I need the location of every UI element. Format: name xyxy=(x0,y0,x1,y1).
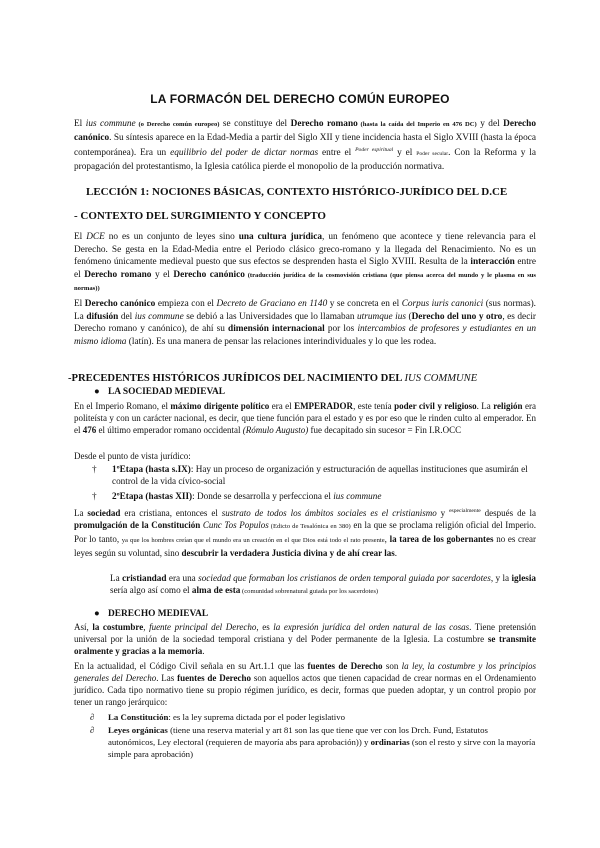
text-run: son xyxy=(382,661,402,671)
text-run: (hasta la caída del Imperio en 476 DC) xyxy=(357,121,477,128)
text-run: (Rómulo Augusto) xyxy=(242,425,309,435)
text-run: Poder secular xyxy=(416,151,449,158)
partial-icon: ∂ xyxy=(90,712,95,722)
text-run: -PRECEDENTES HISTÓRICOS JURÍDICOS DEL NACIMIENTO DEL xyxy=(68,373,405,384)
text-run: se transmite oralmente y gracias a la memoria xyxy=(74,634,536,656)
text-run: y el xyxy=(393,148,417,159)
partial-icon: ∂ xyxy=(90,725,95,735)
text-run: 2ºEtapa (hastas XII) xyxy=(112,491,193,501)
text-run: ius commune xyxy=(85,119,136,129)
text-run: difusión xyxy=(86,311,119,322)
text-run: , un fenómeno que acontece y tiene relevancia para el Derecho. Se gesta en la Edad-Media entre el Periodo clásico greco-romano y la llegada del Renacimiento. No es un fenómeno únicamente medieval puesto que sus efectos se desprenden hasta el Siglo XVIII. Resulta de la xyxy=(74,232,536,268)
intro-paragraph xyxy=(74,118,536,173)
text-run: : Donde se desarrolla y perfecciona el xyxy=(192,491,334,501)
text-run: Corpus iuris canonici xyxy=(401,299,484,309)
section-heading-precedents xyxy=(68,373,477,384)
text-run: . Tiene pretensión universal por la unión de la sociedad temporal cristiana y del Poder permanente de la Iglesia. La costumbre xyxy=(74,622,537,644)
text-run: (comunidad sobrenatural guiada por los sacerdotes) xyxy=(240,588,379,596)
text-run: era cristiana, entonces el xyxy=(120,508,222,518)
text-run: Derecho romano xyxy=(290,119,358,129)
text-run: poder civil y religioso xyxy=(394,401,477,411)
sources-paragraph xyxy=(74,660,536,708)
text-run: promulgación de la Constitución xyxy=(74,520,201,530)
stage-2-text xyxy=(112,490,536,502)
text-run: sociedad xyxy=(87,508,121,518)
text-run: ya que los hombres creían que el mundo era un creación en el que Dios está todo el rato presente xyxy=(121,537,385,544)
text-run: descubrir la verdadera Justicia divina y de ahí crear las xyxy=(181,548,395,558)
text-run: ( xyxy=(405,311,412,322)
text-run: . La xyxy=(476,401,494,411)
text-run: , xyxy=(143,622,150,632)
text-run: equilibrio del poder de dictar normas xyxy=(170,148,319,159)
text-run: era politeísta y con un carácter nacional, es decir, que tiene función para el estado y es por eso que le rinden culto al emperador. En el xyxy=(74,401,536,435)
christendom-paragraph xyxy=(110,572,536,599)
text-run: . Su síntesis aparece en la Edad-Media a partir del Siglo XII y tiene incidencia hasta el Siglo XVIII (hasta la época contemporánea). Era un xyxy=(74,132,536,159)
bullet-label: DERECHO MEDIEVAL xyxy=(108,609,209,619)
text-run: cristiandad xyxy=(122,573,167,583)
section-heading-context: - CONTEXTO DEL SURGIMIENTO Y CONCEPTO xyxy=(74,210,326,222)
text-run: . xyxy=(394,548,397,558)
text-run: (Edicto de Tesalónica en 380) xyxy=(268,523,351,530)
text-run: no es un conjunto de leyes sino xyxy=(104,232,239,242)
text-run: . Con la Reforma y la propagación del protestantismo, la Iglesia católica pierde el monopolio de la producción normativa. xyxy=(74,148,536,172)
text-run: era una xyxy=(166,573,199,583)
text-run: máximo dirigente político xyxy=(170,401,270,411)
text-run: fue decapitado sin sucesor = Fin I.R.OCC xyxy=(308,425,462,435)
text-run: : es la ley suprema dictada por el poder legislativo xyxy=(168,712,345,722)
bullet-label: LA SOCIEDAD MEDIEVAL xyxy=(108,387,226,397)
text-run: El xyxy=(74,119,86,129)
text-run: la tarea de los gobernantes xyxy=(389,534,494,544)
text-run: y se concreta en el xyxy=(327,299,402,309)
text-run: el último emperador romano occidental xyxy=(96,425,243,435)
canon-law-paragraph xyxy=(74,298,536,348)
text-run: , este tenía xyxy=(353,401,395,411)
text-run: la ley, la costumbre y los principios generales del Derecho xyxy=(74,661,536,683)
text-run: una cultura jurídica xyxy=(238,232,323,242)
text-run: fuente principal del Derecho xyxy=(149,622,257,632)
viewpoint-line: Desde el punto de vista jurídico: xyxy=(74,451,191,461)
text-run: 476 xyxy=(82,425,97,435)
text-run: En el Imperio Romano, el xyxy=(74,401,171,411)
text-run: , xyxy=(384,534,390,544)
text-run: se constituye del xyxy=(219,119,291,129)
text-run: son aquellos actos que tienen capacidad de crear normas en el Ordenamiento jurídico. Cada tipo normativo tiene su propio régimen jurídico, es decir, formas que pueden adoptar, y un control propio por tener un rango jerárquico: xyxy=(74,673,536,707)
text-run: fuentes de Derecho xyxy=(307,661,383,671)
text-run: . xyxy=(202,646,205,656)
text-run: iglesia xyxy=(511,573,536,583)
list-item-text xyxy=(108,711,536,723)
document-title: LA FORMACÓN DEL DERECHO COMÚN EUROPEO xyxy=(150,92,450,106)
bullet-icon: ● xyxy=(94,387,100,397)
text-run: sociedad que formaban los cristianos de orden temporal guiada por sacerdotes xyxy=(198,573,491,583)
text-run: la costumbre xyxy=(92,622,144,632)
text-run: . Las xyxy=(156,673,178,683)
text-run: (sus normas). La xyxy=(74,299,536,322)
text-run: del xyxy=(118,311,135,322)
text-run: Derecho canónico xyxy=(74,119,536,143)
text-run: alma de esta xyxy=(191,585,241,596)
text-run: IUS COMMUNE xyxy=(404,373,478,384)
roman-empire-paragraph xyxy=(74,400,536,436)
text-run: sustrato de todos los ámbitos sociales es el cristianismo xyxy=(221,508,437,518)
text-run: utrumque ius xyxy=(356,311,406,322)
text-run: (latín). Es una manera de pensar las relaciones interindividuales y lo que les rodea. xyxy=(126,336,437,347)
text-run: La Constitución xyxy=(108,712,169,722)
dagger-icon: † xyxy=(92,491,97,501)
text-run: , es decir Derecho romano y canónico), de ahí su xyxy=(74,311,536,335)
text-run: ordinarias xyxy=(370,737,410,747)
christian-society-paragraph xyxy=(74,505,536,559)
text-run: y xyxy=(436,508,450,518)
text-run: religión xyxy=(493,401,523,411)
lesson-heading: LECCIÓN 1: NOCIONES BÁSICAS, CONTEXTO HISTÓRICO-JURÍDICO DEL D.CE xyxy=(86,186,508,198)
text-run: empieza con el xyxy=(155,299,217,309)
text-run: la expresión jurídica del orden natural de las cosas xyxy=(273,622,470,632)
text-run: sería algo así como el xyxy=(110,585,192,596)
text-run: ius commune xyxy=(333,491,382,501)
text-run: El xyxy=(74,299,85,309)
stage-1-text xyxy=(112,463,536,488)
text-run: (tiene una reserva material y art 81 son las que tiene que ver con los Drch. Fund, Estatutos autonómicos, Ley electoral (requieren de mayoría abs para aprobación)) y xyxy=(108,725,488,747)
text-run: EMPERADOR xyxy=(294,401,354,411)
text-run: Derecho del uno y otro xyxy=(411,311,503,322)
list-item-text xyxy=(108,724,536,760)
text-run: (o Derecho común europeo) xyxy=(135,121,220,128)
text-run: entre el xyxy=(318,148,356,159)
text-run: intercambios de profesores y estudiantes en un mismo idioma xyxy=(74,324,536,347)
text-run: no es crear leyes según su voluntad, sino xyxy=(74,534,537,558)
text-run: DCE xyxy=(86,232,105,242)
text-run: entre el xyxy=(74,257,536,280)
text-run: En la actualidad, el Código Civil señala en su Art.1.1 que las xyxy=(74,661,308,671)
text-run: era el xyxy=(269,401,295,411)
text-run: dimensión internacional xyxy=(228,324,325,335)
text-run: y del xyxy=(476,119,504,129)
stage-1-item xyxy=(92,463,536,489)
text-run: , es xyxy=(256,622,274,632)
text-run: Leyes orgánicas xyxy=(108,725,168,735)
custom-paragraph xyxy=(74,621,536,657)
text-run: 1ºEtapa (hasta s.IX) xyxy=(112,464,191,474)
text-run: (traducción jurídica de la cosmovisión cristiana (que piensa acerca del mundo y le plasma en sus normas)) xyxy=(74,271,536,293)
text-run: Derecho canónico xyxy=(173,269,245,280)
text-run: Derecho canónico xyxy=(84,299,156,309)
text-run: fuentes de Derecho xyxy=(177,673,252,683)
bullet-medieval-society xyxy=(94,387,225,397)
text-run: interacción xyxy=(470,257,515,268)
text-run: ius commune xyxy=(134,311,184,322)
text-run: La xyxy=(110,573,123,583)
context-paragraph xyxy=(74,231,536,296)
text-run: Derecho romano xyxy=(84,269,152,280)
text-run: por los xyxy=(324,324,358,335)
dagger-icon: † xyxy=(92,464,97,474)
text-run: Decreto de Graciano en 1140 xyxy=(216,299,328,309)
text-run: El xyxy=(74,232,87,242)
text-run: especialmente xyxy=(449,508,481,514)
text-run: , y la xyxy=(490,573,512,583)
text-run: y el xyxy=(151,269,174,280)
bullet-medieval-law xyxy=(94,609,208,619)
text-run: : Hay un proceso de organización y estructuración de aquellas instituciones que asumirán el control de la vida cívico-social xyxy=(112,464,528,487)
bullet-icon: ● xyxy=(94,609,100,619)
text-run: en la que se proclama religión oficial del Imperio. Por lo tanto, xyxy=(74,520,536,544)
text-run: Así, xyxy=(74,622,93,632)
text-run: La xyxy=(74,508,88,518)
text-run: después de la xyxy=(480,508,537,518)
text-run: se debió a las Universidades que lo llamaban xyxy=(183,311,357,322)
text-run: (son el resto y sirve con la mayoría simple para aprobación) xyxy=(108,737,536,759)
text-run: Cunc Tos Populos xyxy=(200,520,269,530)
text-run: Poder espiritual xyxy=(355,147,394,154)
